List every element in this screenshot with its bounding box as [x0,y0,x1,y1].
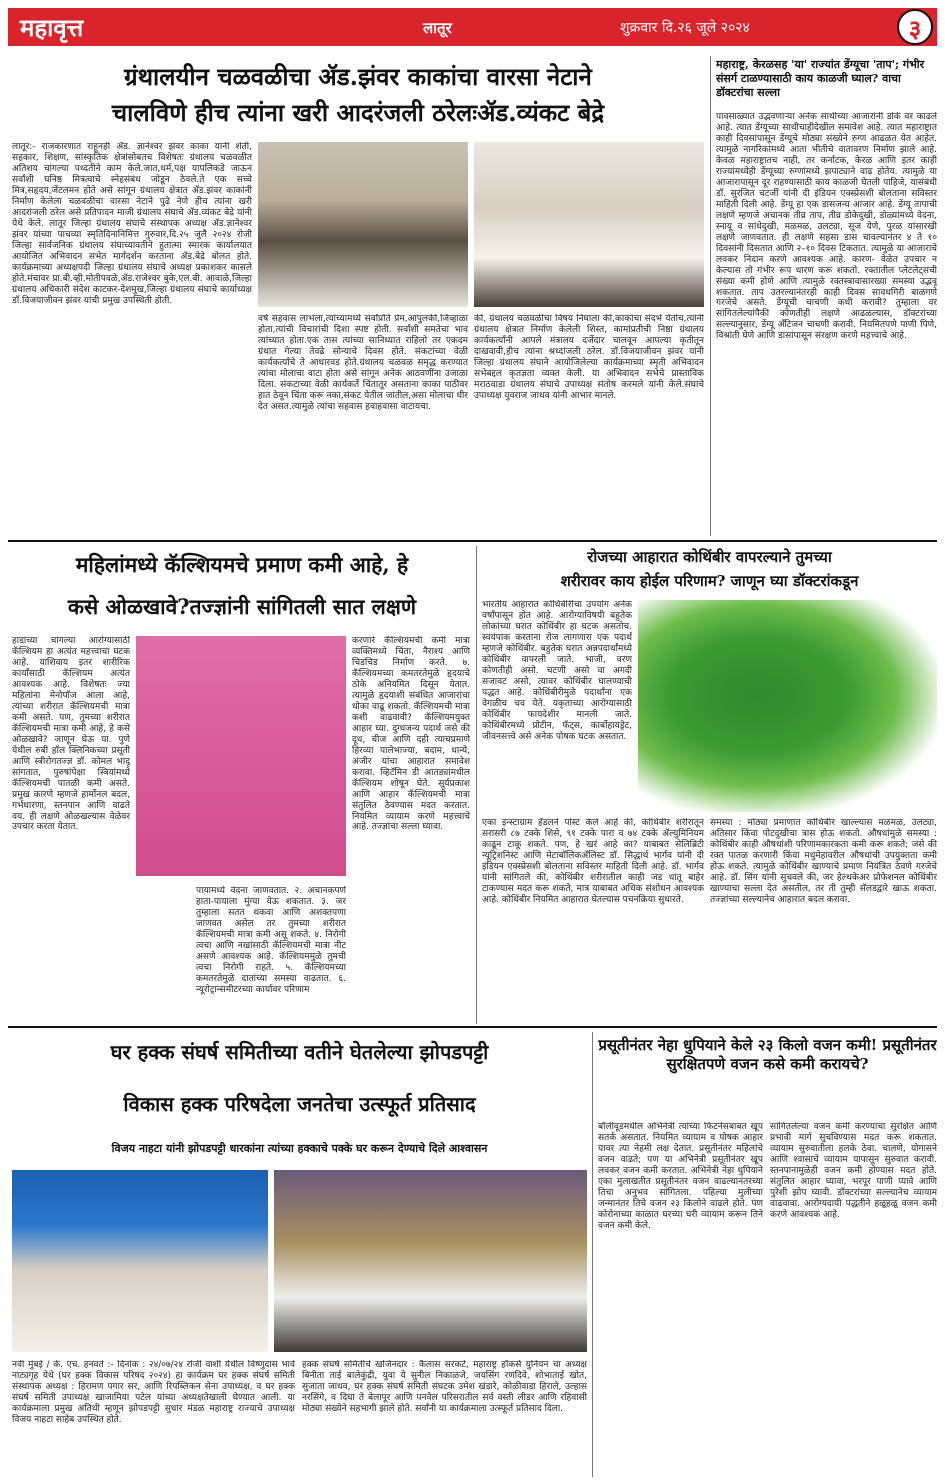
issue-date: शुक्रवार दि.२६ जूले २०२४ [620,20,750,36]
story3-photo-coriander [638,600,937,812]
story3-column-1: भारतीय आहारात कोथिंबीरीचा उपयोग अनेक वर्षांपासून होत आहे. आरोग्याविषयी बहुतेक लोकांच्या घरात कोथिंबीर हा घटक असतोच. स्वयंपाक करताना रोज लागणारा एक पदार्थ म्हणजे कोथिंबीर. बहुतेक घरात अन्नपदार्थांमध्ये कोथिंबीर वापरली जाते. भाजी, वरण कोणतीही असो. चटणी असो वा अगदी सजावट असो, त्यावर कोथिंबीर घालण्याची पद्धत आहे. कोथिंबीरीमुळे पदार्थांना एक वेगळीच चव येते. यकृताच्या आरोग्यासाठी कोथिंबीर फायदेशीर मानली जाते. कोथिंबीरमध्ये प्रोटीन, फॅट्स, कार्बोहायड्रेट, जीवनसत्त्वे असे अनेक पोषक घटक असतात. [482,600,632,742]
story1-column-2: वर्षे सहवास लाभला,त्यांच्यामध्ये सर्वांप्रति प्रेम,आपुलकी,जिव्हाळा होता,त्यांची विचारांची दिशा स्पष्ट होती. सर्वांशी समतेचा भाव त्यांच्यात होता.एक तास त्यांच्या सानिध्यात राहिलो तर एकदम ग्रंथात गेल्या तेवढे सोन्याचे दिवस होते. संकटांच्या वेळी कार्यकर्त्यांचे ते आधारवड होते.ग्रंथालय चळवळ समृद्ध करण्यात त्यांचा मोलाचा वाटा होता असे सांगून अनेक आठवणींना उजाळा दिला. संकटाच्या वेळी कार्यकर्ते चिंतातूर असताना काका पाठीवर हात ठेवून चिंता करू नका,संकट येतील जातील,असा मोलाचा धीर देत असत.त्यामुळे त्यांचा सहवास हवाहवासा वाटायचा. [258,314,468,412]
story3-bottom-left: एका इन्स्टाग्राम हँडलने पोस्ट केले आहे की, कोथिंबीर शरीरातून सरासरी ८७ टक्के शिसे, ९१ टक्के पारा व ७४ टक्के ॲल्युमिनियम काढून टाकू शकते. पण, हे खरं आहे का? याबाबत सेलिब्रिटी न्यूट्रिशनिस्ट आणि मेटाबॉलिकॲलिस्ट डॉ. सिद्धार्थ भार्गव यांनी दी इंडियन एक्स्प्रेसशी बोलताना सविस्तर माहिती दिली आहे. डॉ. भार्गव यांनी सांगितले की, कोथिंबीर शरीरातील काही जड धातू बाहेर टाकण्यास मदत करू शकते, मात्र याबाबत अधिक संशोधन आवश्यक आहे. कोथिंबीर नियमित आहारात घेतल्यास पचनक्रिया सुधारते. [482,818,704,905]
story1-headline-line2: चालविणे हीच त्यांना खरी आदरंजली ठरेलःॲड.व्यंकट बेद्रे [111,98,605,127]
story4-headline-line2: विकास हक्क परिषदेला जनतेचा उत्स्फूर्त प्रतिसाद [123,1092,476,1116]
story4-column-2: हक्क संघर्ष समितीचे खजिनदार : कैलास सरकटे, महाराष्ट्र हॉकर्स युनियन चा अध्यक्ष बिनीता ताई बालेकुंद्री, युवा ये सुनील निकाळजे, जयसिंग रणदिवे, शोभाताई खोत, सुजाता जाधव, घर हक्क संघर्ष समिती संघटक उमेश खंडारे, कोळीवाडा हिराले, उल्हास नरसिंगे, व दिघा ते बेलापूर आणि पनवेल परिसरातील सर्व वस्ती लीडर आणि रहिवासी मोठ्या संख्येने सहभागी झाले होते. सर्वांनी या कार्यक्रमाला उत्स्फूर्त प्रतिसाद दिला. [302,1360,587,1414]
story3-bottom-right: समस्या : मोठ्या प्रमाणात कोथिंबीर खाल्ल्यास मळमळ, उलट्या, अतिसार किंवा पोटदुखीचा त्रास होऊ शकतो. औषधांमुळे समस्या : कोथिंबीर काही औषधांशी परिणामकारकता कमी करू शकते; जसे की रक्त पातळ करणारी किंवा मधुमेहावरील औषधांची उपयुक्तता कमी होऊ शकते. त्यामुळे कोथिंबीर खाण्याचे प्रमाण नियंत्रित ठेवणे गरजेचे आहे. डॉ. सिंग यांनी सुचवले की, जर हेल्थकेअर प्रोफेशनल कोथिंबीर खाण्याचा सल्ला देत असतील, तर ती तुम्ही सॅलडद्वारे खाऊ शकता. तज्ज्ञांच्या सल्ल्यानेच आहारात बदल करावा. [710,818,937,905]
story4-column-1: नवी मुंबई / के. एच. हनवते :- दिनांक : २४/०७/२४ रोजी वाशी येथील विष्णुदास भावे नाट्यगृह येथे (घर हक्क विकास परिषद २०२४) हा कार्यक्रम घर हक्क संघर्ष समिती संस्थापक अध्यक्ष : हिरामण पगार सर, आणि रिपब्लिकन सेना उपाध्यक्ष, व घर हक्क संघर्ष समिती उपाध्यक्ष खाजामिया पटेल यांच्या अध्यक्षतेखाली घेण्यात आली. या कार्यक्रमाला प्रमुख अतिथी म्हणून झोपडपट्टी सुधार मंडळ महाराष्ट्र राज्याचे उपाध्यक्ष विजय नाहटा साहेब उपस्थित होते. [12,1360,295,1425]
story2-column-2: पायामध्ये वेदना जाणवतात. २. अचानकपणे हाता-पायाला मुंग्या येऊ शकतात. ३. जर तुम्हाला सतत थकवा आणि अशक्तपणा जाणवत असेल तर तुमच्या शरीरात कॅल्शियमची मात्रा कमी असू शकते. ४. निरोगी त्वचा आणि नखांसाठी कॅल्शियमची मात्रा नीट असणे आवश्यक आहे. कॅल्शियममुळे तुमची त्वचा निरोगी राहते. ५. कॅल्शियमच्या कमतरतेमुळे दातांच्या समस्या वाढतात. ६. न्यूरोट्रान्समीटरच्या कार्यावर परिणाम [196,886,346,995]
column-divider [710,56,711,536]
story1-column-3: की, ग्रंथालय चळवळीचा विषय निघाला की,काकांचा संदर्भ येतोच,त्यांनी ग्रंथालय क्षेत्रात निर्माण केलेली शिस्त, कामांप्रतीची निष्ठा ग्रंथालय कार्यकर्त्यांनी आपले मंत्रालय दर्जेदार चालवून आपल्या कृतीतून दाखवावी,हीच त्यांना श्रध्दांजली ठरेल. डॉ.विजयाजीवन झंवर यांनी जिल्हा ग्रंथालय संघाने आयोजिलेल्या कार्यक्रमाच्या स्मृती अभिवादन सभेबद्दल कृतज्ञता व्यक्त केली. या अभिवादन सभेचे प्रास्ताविक मराठवाडा ग्रंथालय संघाचे उपाध्यक्ष संतोष करमले यांनी केले.संघाचे उपाध्यक्ष युवराज जाधव यांनी आभार मानले. [474,314,704,401]
story1-sidebar-body: पावसाळ्यात उद्भवणाऱ्या अनेक साथीच्या आजारांनी डोके वर काढले आहे. त्यात डेंग्यूच्या साथीचाहीदेखील समावेश आहे. त्यात महाराष्ट्रात काही दिवसांपासून डेंग्यूचे मोठ्या संख्येने रुग्ण आढळत येत आहेत. त्यामुळे नागरिकांमध्ये आता भीतीचे वातावरण निर्माण झाले आहे. केवळ महाराष्ट्रातच नाही, तर कर्नाटक, केरळ आणि इतर काही राज्यांमध्येही डेंग्यूच्या रुग्णांमध्ये झपाट्याने वाढ होतेय. त्यामुळे या आजारापासून दूर राहण्यासाठी काय काळजी घेतली पाहिजे, यासंबंधी डॉ. सुरंजित चटर्जी यांनी दी इंडियन एक्स्प्रेसशी बोलताना सविस्तर माहिती दिली आहे. डेंग्यू हा एक डासजन्य आजार आहे. डेंग्यू तापाची लक्षणे म्हणजे अचानक तीव्र ताप, तीव्र डोकेदुखी, डोळ्यांमध्ये वेदना, स्नायू व सांधेदुखी, मळमळ, उलट्या, सूज येणे, पुरळ यांसारखी लक्षणे जाणवतात. ही लक्षणे सहसा डास चावल्यानंतर ४ ते १० दिवसांनी दिसतात आणि २–१० दिवस टिकतात. त्यामुळे या आजाराचे लवकर निदान करणे आवश्यक आहे. कारण- वेळेत उपचार न केल्यास तो गंभीर रूप धारण करू शकतो. रक्तातील प्लेटलेट्सची संख्या कमी होणे आणि त्यामुळे रक्तस्त्रावासारख्या समस्या उद्भवू शकतात. ताप उतरल्यानंतरही काही दिवस सावधगिरी बाळगणे गरजेचे असते. डेंग्यूची चाचणी कधी करावी? तुम्हाला वर सांगितलेल्यांपैकी कोणतीही लक्षणे आढळल्यास, डॉक्टरांच्या सल्ल्यानुसार, डेंग्यू अँटिजन चाचणी करावी. नियमितपणे पाणी पिणे, विश्रांती घेणे आणि डासांपासून संरक्षण करणे महत्त्वाचे आहे. [716,112,937,342]
story4-headline-line1: घर हक्क संघर्ष समितीच्या वतीने घेतलेल्या झोपडपट्टी [110,1040,489,1064]
column-divider [592,1032,593,1477]
story2-headline-line2: कसे ओळखावे?तज्ज्ञांनी सांगितली सात लक्षणे [67,594,417,619]
story4-subhead: विजय नाहटा यांनी झोपडपट्टी धारकांना त्यांच्या हक्काचे पक्के घर करून देण्याचे दिले आश्वासन [111,1142,488,1155]
story3-headline-line2: शरीरावर काय होईल परिणाम? जाणून घ्या डॉक्टरांकडून [560,572,859,590]
story3-headline-line1: रोजच्या आहारात कोथिंबीर वापरल्याने तुमच्या [587,548,832,566]
section-divider-2 [8,1026,937,1028]
story4-sidebar-column-2: सांगितलेल्या वजन कमी करण्याचा सुरक्षित आणि प्रभावी मार्ग सुचविण्यास मदत करू शकतात. व्यायाम सुरुवातीला हलके ठेवा. चालणे, योगासने आणि श्वासाचे व्यायाम यापासून सुरुवात करावी. स्तनपानामुळेही वजन कमी होण्यास मदत होते. संतुलित आहार घ्यावा, भरपूर पाणी प्यावे आणि पुरेशी झोप घ्यावी. डॉक्टरांच्या सल्ल्यानेच व्यायाम वाढवावा. आरोग्यदायी पद्धतीने हळूहळू वजन कमी करणे आवश्यक आहे. [770,1122,937,1220]
section-divider-1 [8,540,937,542]
story1-photo-left [258,142,468,307]
newspaper-title: महावृत्त [20,13,84,42]
story1-column-1: लातूर:- राजकारणात राहूनही ॲड. ज्ञानेश्वर झंवर काका यांनी शेती, सहकार, शिक्षण, सांस्कृतिक क्षेत्रांसोबतच विशेषतः ग्रंथालय चळवळीत अतिशय चांगल्या पध्दतीने काम केले.जात,धर्म,पक्ष यापलिकडे जाऊन सर्वांशी घनिष्ठ मित्रत्वाचे स्नेहसंबंध जोडून ठेवले.ते एक सच्चे मित्र,सहृदय,जेंटलमन होते असे सांगून ग्रंथालय क्षेत्रात ॲड.झंवर काकांनी निर्माण केलेला चळवळीचा वारसा नेटाने पुढे नेणे हीच त्यांना खरी आदरांजली ठरेल असे प्रतिपादन माजी ग्रंथालय संघाचे ॲड.व्यंकट बेद्रे यांनी येथे केले. लातूर जिल्हा ग्रंथालय संघाचे संस्थापक अध्यक्ष ॲड.ज्ञानेश्वर झंवर यांच्या पाचव्या स्मृतिदिनानिमित्त गुरुवार,दि.२५ जुलै २०२४ रोजी जिल्हा सार्वजनिक ग्रंथालय संघाच्यावतीने हुतात्मा स्मारक कार्यालयात आयोजित अभिवादन सभेत मार्गदर्शन करताना ॲड.बेद्रे बोलत होते. कार्यक्रमाच्या अध्यक्षपदी जिल्हा ग्रंथालय संघाचे अध्यक्ष प्रकाशकर कासले होते.मंचावर प्रा.बी.व्ही.मोतीपवळे,ॲड.राजेश्वर बुके,एल.बी. आवाळे,जिल्हा ग्रंथालय अधिकारी संदेश काटकर-देशमुख,जिल्हा ग्रंथालय संघाचे कार्याध्यक्ष डॉ.विजयाजीवन झंवर यांची प्रमुख उपस्थिती होती. [12,142,252,306]
masthead [8,8,937,46]
story4-sidebar-column-1: बॉलीवूडमधील अभिनेत्री त्यांच्या फिटनेसबाबत खूप सतर्क असतात. नियमित व्यायाम व पोषक आहार यावर त्या नेहमी लक्ष देतात. प्रसूतीनंतर महिलांचे वजन वाढते; पण या अभिनेत्री प्रसूतीनंतर खूप लवकर वजन कमी करतात. अभिनेत्री नेहा धुपियाने एका मुलाखतीत प्रसूतीनंतर वजन वाढल्यानंतरच्या तिचा अनुभव सांगितला. पहिल्या मुलीच्या जन्मानंतर तिचे वजन २३ किलोने वाढले होते. पण कोरोनाच्या काळात घरच्या घरी व्यायाम करून तिने वजन कमी केले. [598,1122,763,1231]
story2-column-1: हाडांच्या चांगल्या आरोग्यासाठी कॅल्शियम हा अत्यंत महत्त्वाचा घटक आहे. याशिवाय इतर शारीरिक कार्यांसाठी कॅल्शियम अत्यंत आवश्यक आहे. विशेषतः ज्या महिलांना मेनोपॉज आला आहे, त्यांच्या शरीरात कॅल्शियमची मात्रा कमी असते. पण, तुमच्या शरीरात कॅल्शियमची मात्रा कमी आहे, हे कसे ओळखावे? जाणून घेऊ या. पुणे येथील रुबी हॉल क्लिनिकच्या प्रसूती आणि स्त्रीरोगतज्ज्ञ डॉ. कोमल भादू सांगतात, पुरुषांपेक्षा स्त्रियांमध्ये कॅल्शियमची पातळी कमी असते. प्रमुख कारणे म्हणजे हार्मोनल बदल, गर्भधारणा, स्तनपान आणि वाढते वय. ही लक्षणे ओळखल्यास वेळेवर उपचार करता येतात. [12,636,130,833]
column-divider [476,546,477,1024]
story2-headline-line1: महिलांमध्ये कॅल्शियमचे प्रमाण कमी आहे, हे [75,552,409,577]
edition-city: लातूर [423,19,452,37]
story2-photo-woman [136,636,346,876]
story1-sidebar-headline: महाराष्ट्र, केरळसह 'या' राज्यांत डेंग्यूचा 'ताप'; गंभीर संसर्ग टाळण्यासाठी काय काळजी घ्याल? वाचा डॉक्टरांचा सल्ला [716,58,925,99]
story4-photo-right [274,1170,587,1352]
story1-photo-right [474,142,704,307]
story2-column-3: करणारे कॅल्शियमची कमी मात्रा व्यक्तिमध्ये चिंता, नैराश्य आणि चिडचिड निर्माण करते. ७. कॅल्शियमच्या कमतरतेमुळे हृदयाचे ठोके अनियमित दिसून येतात. त्यामुळे हृदयाशी संबंधित आजारांचा धोका वाढू शकतो. कॅल्शियमची मात्रा कशी वाढवावी? कॅल्शियमयुक्त आहार घ्या. दुग्धजन्य पदार्थ जसे की दूध, चीज आणि दही त्याचप्रमाणे हिरव्या पालेभाज्या, बदाम, धान्ये, अंजीर यांचा आहारात समावेश करावा. व्हिटॅमिन डी आतड्यांमधील कॅल्शियम शोषून घेते. सूर्यप्रकाश आणि आहार कॅल्शियमची मात्रा संतुलित ठेवण्यास मदत करतात. नियमित व्यायाम करणे महत्त्वाचे आहे. तज्ज्ञांचा सल्ला घ्यावा. [352,636,470,833]
page-number: ३ [897,9,933,45]
story4-sidebar-headline: प्रसूतीनंतर नेहा धुपियाने केले २३ किलो वजन कमी! प्रसूतीनंतर सुरक्षितपणे वजन कसे कमी करायचे? [598,1036,937,1073]
story4-photo-left [12,1170,268,1352]
story1-headline-line1: ग्रंथालयीन चळवळीचा ॲड.झंवर काकांचा वारसा नेटाने [124,62,592,91]
